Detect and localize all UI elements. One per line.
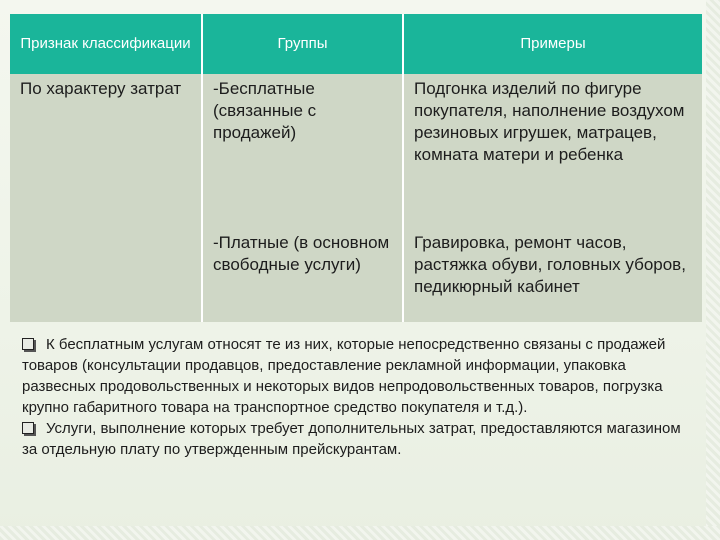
table-row [10,74,702,224]
classification-table [10,14,702,322]
checkbox-bullet-icon [22,422,34,434]
cell-group: -Платные (в основном свободные услуги) [202,224,403,322]
notes-section [22,334,697,460]
note-free-services [22,334,697,418]
decorative-stripe-right [706,0,720,540]
header-examples: Примеры [403,14,702,74]
checkbox-bullet-icon [22,338,34,350]
table-row [10,224,702,322]
table-header-row [10,14,702,74]
cell-examples: Гравировка, ремонт часов, растяжка обуви, головных уборов, педикюрный кабинет [403,224,702,322]
cell-criterion [10,224,202,322]
note-text: К бесплатным услугам относят те из них, которые непосредственно связаны с продажей товаров (консультации продавцов, предоставление рекламной информации, упаковка развесных продовольственных и некоторых видов непродовольственных товаров, погрузка крупно габаритного товара на транспортное средство покупателя и т.д.). [22,336,666,416]
note-paid-services [22,418,697,460]
cell-criterion: По характеру затрат [10,74,202,224]
note-text: Услуги, выполнение которых требует дополнительных затрат, предоставляются магазином за отдельную плату по утвержденным прейскурантам. [22,420,681,458]
header-groups: Группы [202,14,403,74]
header-criterion: Признак классификации [10,14,202,74]
cell-group: -Бесплатные (связанные с продажей) [202,74,403,224]
cell-examples: Подгонка изделий по фигуре покупателя, наполнение воздухом резиновых игрушек, матрацев, комната матери и ребенка [403,74,702,224]
decorative-stripe-bottom [0,526,720,540]
